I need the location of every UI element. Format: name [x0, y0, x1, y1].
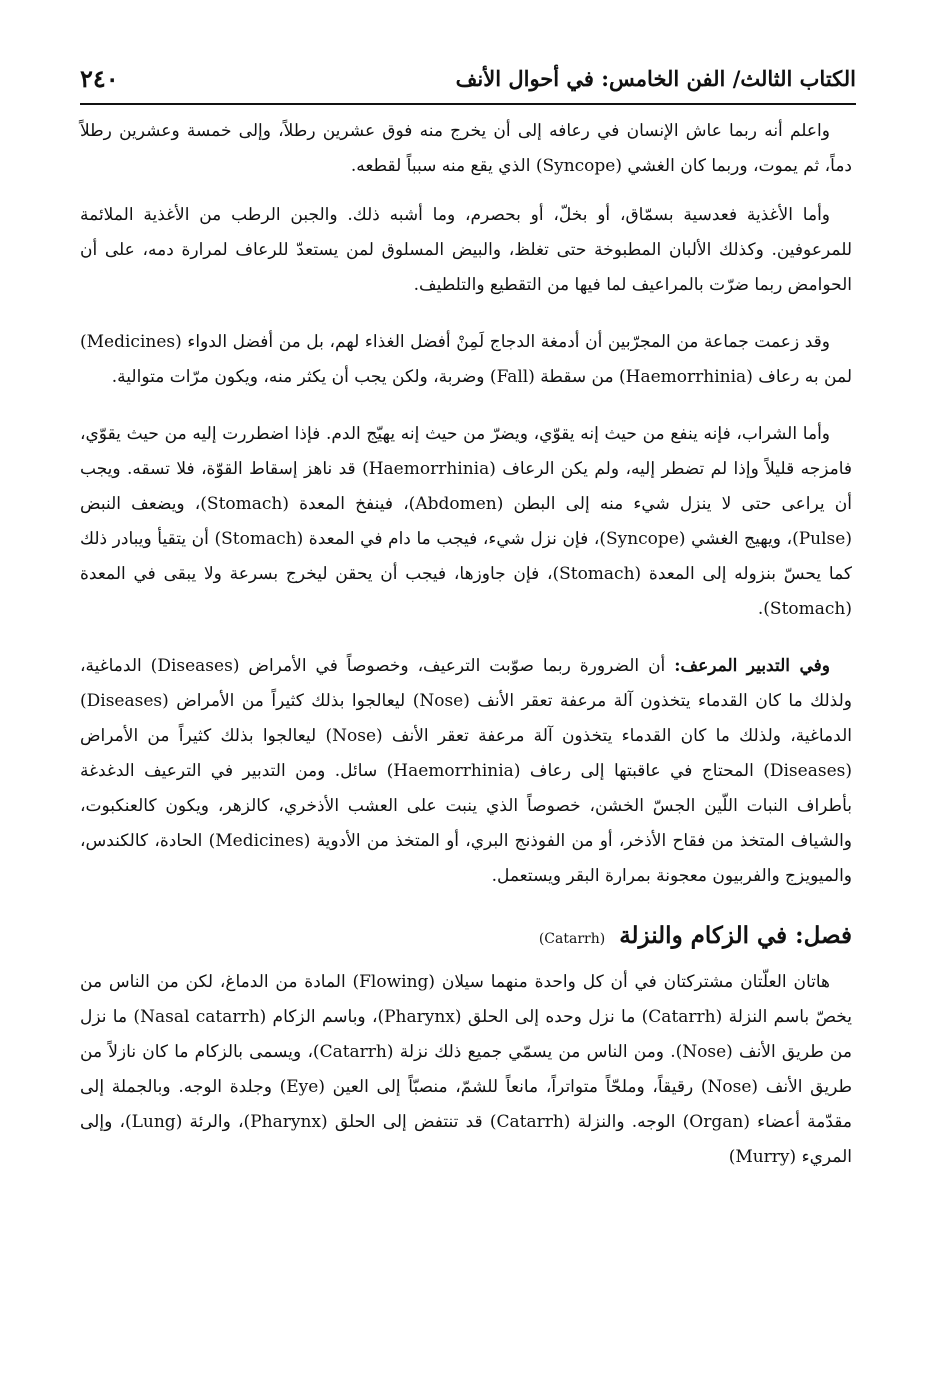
paragraph-foods: وأما الأغذية فعدسية بسمّاق، أو بخلّ، أو بحصرم، وما أشبه ذلك. والجبن الرطب من الأغذية الملائمة للمرعوفين. وكذلك الألبان المطبوخة حتى تغلظ، والبيض المسلوق لمن يستعدّ للرعاف لمرارة دمه، على أن الحوامض ربما ضرّت بالمراعيف لما فيها من التقطيع والتلطيف. [80, 205, 852, 295]
paragraph-catarrh: هاتان العلّتان مشتركتان في أن كل واحدة منهما سيلان (Flowing) المادة من الدماغ، لكن من الناس من يخصّ باسم النزلة (Catarrh) ما نزل وحده إلى الحلق (Pharynx)، وباسم الزكام (Nasal catarrh) ما نزل من طريق الأنف (Nose). ومن الناس من يسمّي جميع ذلك نزلة (Catarrh)، ويسمى بالزكام ما كان نازلاً من طريق الأنف (Nose) رقيقاً، وملحّاً متواتراً، مانعاً للشمّ، منصبّاً إلى العين (Eye) وجلدة الوجه. وبالجملة إلى مقدّمة أعضاء (Organ) الوجه. والنزلة (Catarrh) قد تنتفض إلى الحلق (Pharynx)، والرئة (Lung)، وإلى المريء (Murry) [80, 972, 853, 1167]
page-body [80, 114, 852, 1197]
paragraph-wine: وأما الشراب، فإنه ينفع من حيث إنه يقوّي، ويضرّ من حيث إنه يهيّج الدم. فإذا اضطررت إليه من حيث يقوّي، فامزجه قليلاً وإذا لم تضطر إليه، ولم يكن الرعاف (Haemorrhinia) قد ناهز إسقاط القوّة، فلا تسقه. ويجب أن يراعى حتى لا ينزل شيء منه إلى البطن (Abdomen)، فينفخ المعدة (Stomach)، ويضعف النبض (Pulse)، ويهيج الغشي (Syncope)، فإن نزل شيء، فيجب ما دام في المعدة (Stomach) أن يتقيأ ويبادر ذلك كما يحسّ بنزوله إلى المعدة (Stomach)، فإن جاوزها، فيجب أن يحقن ليخرج بسرعة ولا يبقى في المعدة (Stomach). [80, 424, 853, 619]
paragraph-chicken-brains: وقد زعمت جماعة من المجرّبين أن أدمغة الدجاج لَمِنْ أفضل الغذاء لهم، بل من أفضل الدواء (Medicines) لمن به رعاف (Haemorrhinia) من سقطة (Fall) وضربة، ولكن يجب أن يكثر منه، ويكون مرّات متوالية. [80, 332, 852, 387]
page-header [80, 58, 856, 98]
section-heading [80, 916, 852, 959]
paragraph-nosebleed-volume: واعلم أنه ربما عاش الإنسان في رعافه إلى أن يخرج منه فوق عشرين رطلاً، وإلى خمسة وعشرين رطلاً دماً، ثم يموت، وربما كان الغشي (Syncope) الذي يقع منه سبباً لقطعه. [80, 121, 852, 176]
running-title: الكتاب الثالث/ الفن الخامس: في أحوال الأنف [455, 65, 856, 91]
section-title-english: (Catarrh) [538, 931, 606, 947]
section-title: فصل: في الزكام والنزلة [619, 922, 852, 949]
header-rule [80, 103, 856, 105]
paragraph-inducing-nosebleed [80, 649, 852, 894]
page-number: ٢٤٠ [80, 63, 119, 93]
paragraph-text: أن الضرورة ربما صوّبت الترعيف، وخصوصاً في الأمراض (Diseases) الدماغية، ولذلك ما كان القدماء يتخذون آلة مرعفة تعقر الأنف (Nose) ليعالجوا بذلك كثيراً من الأمراض (Diseases) الدماغية، ولذلك ما كان القدماء يتخذون آلة مرعفة تعقر الأنف (Nose) ليعالجوا بذلك كثيراً من الأمراض (Diseases) المحتاج في عاقبتها إلى رعاف (Haemorrhinia) سائل. ومن التدبير في الترعيف الدغدغة بأطراف النبات اللّين الجسّ الخشن، خصوصاً الذي ينبت على العشب الأذخري، كالزهر، ويكون كالعنكبوت، والشياف المتخذ من فقاح الأذخر، أو من الفوذنج البري، أو المتخذ من الأدوية (Medicines) الحادة، كالكندس، والميويزج والفربيون معجونة بمرارة البقر ويستعمل. [80, 656, 853, 886]
paragraph-lead: وفي التدبير المرعف: [674, 656, 830, 676]
